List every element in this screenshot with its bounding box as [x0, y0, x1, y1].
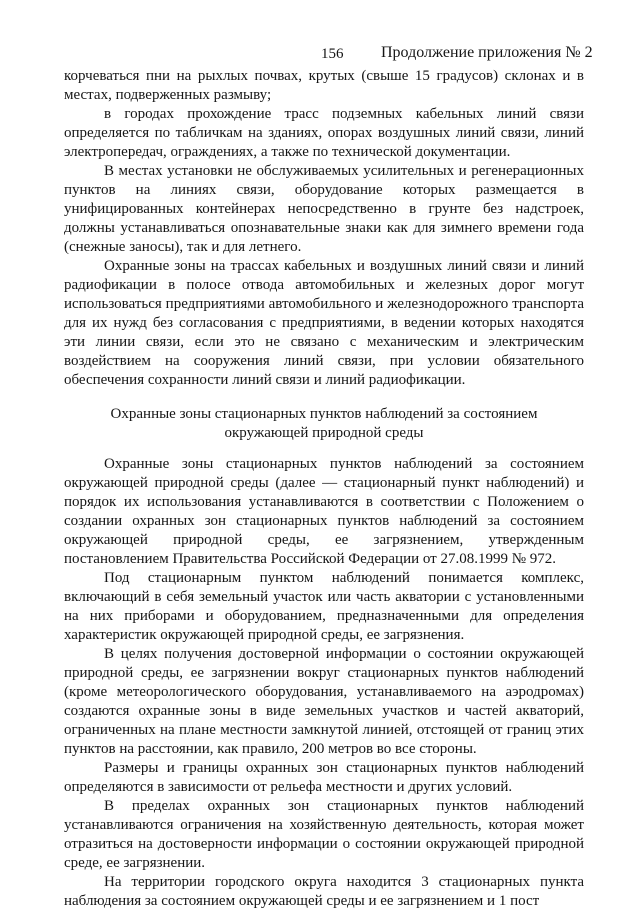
paragraph-9: В пределах охранных зон стационарных пунктов наблюдений устанавливаются ограничения на хозяйственную деятельность, которая может отразиться на достоверности информации о состоянии окружающей природной среде, ее загрязнении. — [64, 798, 584, 871]
page-number: 156 — [321, 46, 344, 62]
section-title-line-2: окружающей природной среды — [224, 425, 424, 441]
appendix-continuation-header: Продолжение приложения № 2 — [381, 44, 593, 61]
paragraph-6: Под стационарным пунктом наблюдений понимается комплекс, включающий в себя земельный участок или часть акватории с установленными на них приборами и оборудованием, предназначенными для определения характеристик окружающей природной среды, ее загрязнения. — [64, 570, 584, 643]
paragraph-4: Охранные зоны на трассах кабельных и воздушных линий связи и линий радиофикации в полосе отвода автомобильных и железных дорог могут использоваться предприятиями автомобильного и железнодорожного транспорта для их нужд без согласования с предприятиями, в ведении которых находятся эти линии связи, если это не связано с механическим и электрическим воздействием на сооружения линий связи, при условии обязательного обеспечения сохранности линий связи и линий радиофикации. — [64, 258, 584, 388]
section-title — [64, 405, 584, 443]
paragraph-3: В местах установки не обслуживаемых усилительных и регенерационных пунктов на линиях связи, оборудование которых размещается в унифицированных контейнерах непосредственно в грунте без надстроек, должны устанавливаться опознавательные знаки как для зимнего времени года (снежные заносы), так и для летнего. — [64, 163, 584, 255]
paragraph-2: в городах прохождение трасс подземных кабельных линий связи определяется по табличкам на зданиях, опорах воздушных линий связи, линий электропередач, ограждениях, а также по технической документации. — [64, 106, 584, 160]
paragraph-7: В целях получения достоверной информации о состоянии окружающей природной среды, ее загрязнении вокруг стационарных пунктов наблюдений (кроме метеорологического оборудования, устанавливаемого на аэродромах) создаются охранные зоны в виде земельных участков и частей акваторий, ограниченных на плане местности замкнутой линией, отстоящей от границ этих пунктов на расстоянии, как правило, 200 метров во все стороны. — [64, 646, 584, 757]
paragraph-10: На территории городского округа находится 3 стационарных пункта наблюдения за состоянием окружающей среды и ее загрязнением и 1 пост — [64, 874, 584, 909]
document-body — [64, 67, 584, 911]
paragraph-8: Размеры и границы охранных зон стационарных пунктов наблюдений определяются в зависимости от рельефа местности и других условий. — [64, 760, 584, 795]
section-title-line-1: Охранные зоны стационарных пунктов наблюдений за состоянием — [110, 406, 538, 422]
paragraph-1: корчеваться пни на рыхлых почвах, крутых (свыше 15 градусов) склонах и в местах, подверженных размыву; — [64, 68, 584, 103]
paragraph-5: Охранные зоны стационарных пунктов наблюдений за состоянием окружающей природной среды (далее — стационарный пункт наблюдений) и порядок их использования устанавливаются в соответствии с Положением о создании охранных зон стационарных пунктов наблюдений за состоянием окружающей природной среды, ее загрязнением, утвержденным постановлением Правительства Российской Федерации от 27.08.1999 № 972. — [64, 456, 584, 567]
